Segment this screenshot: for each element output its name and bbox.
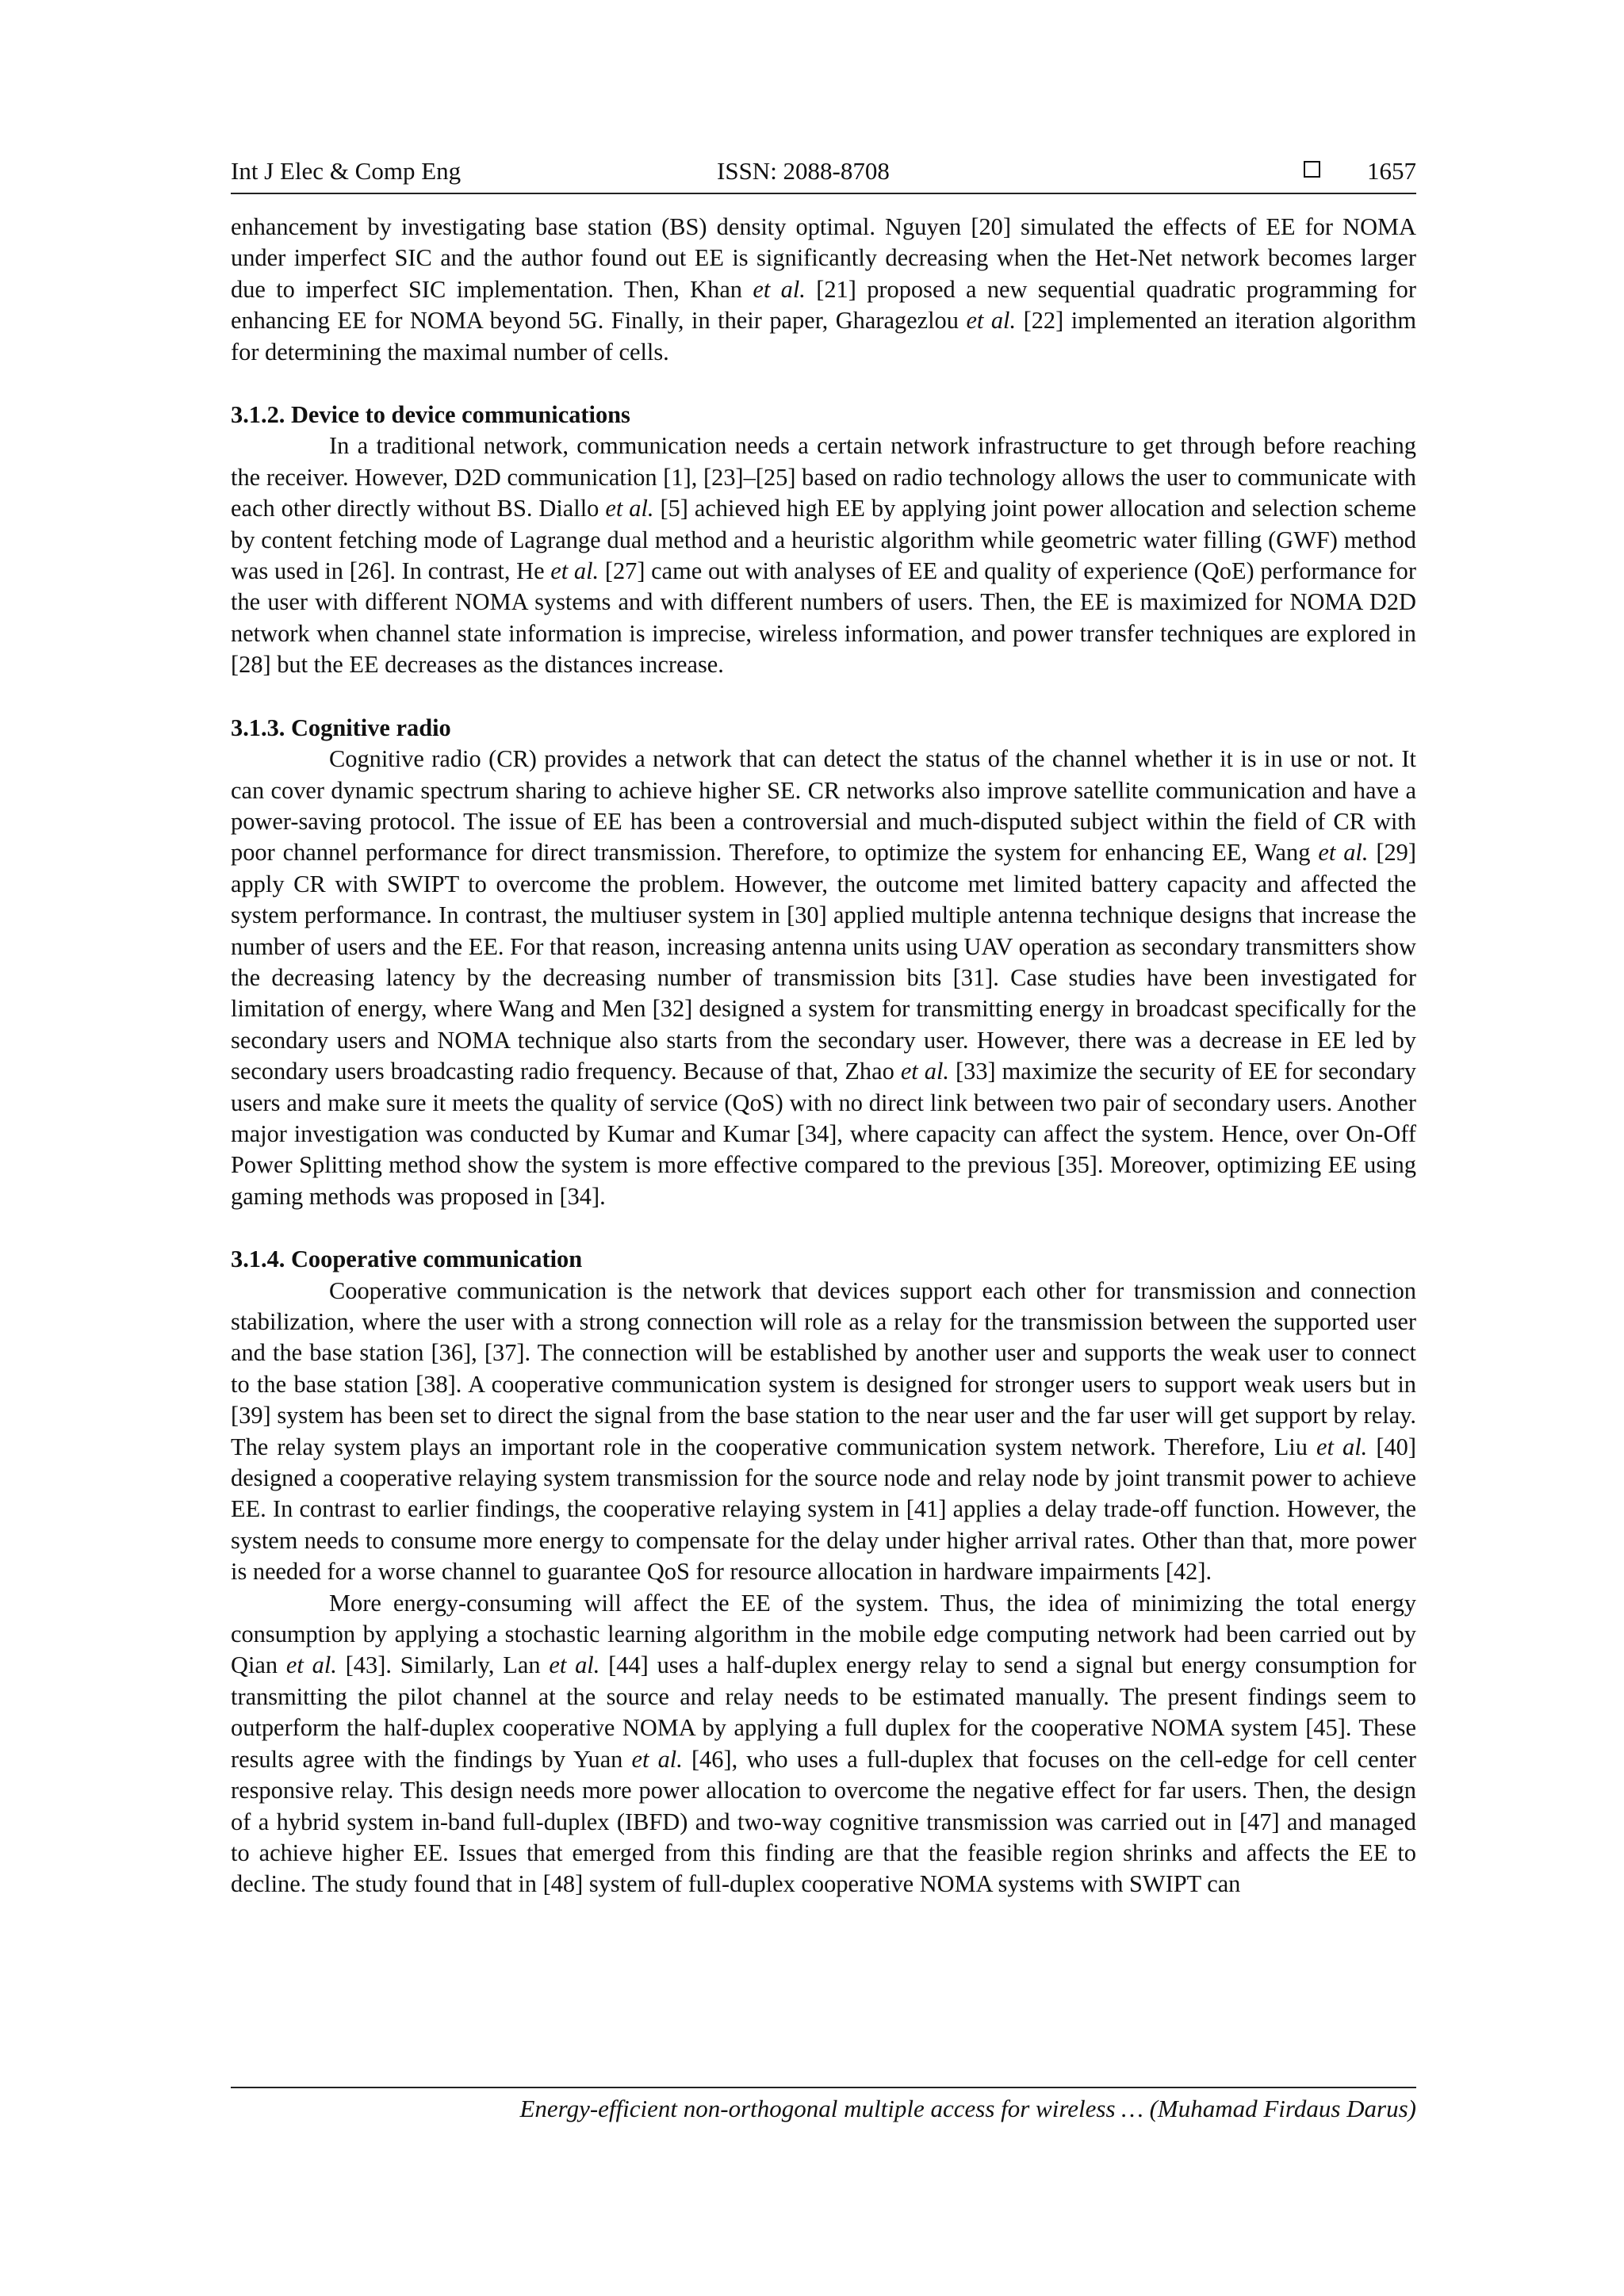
paragraph-cognitive-radio: Cognitive radio (CR) provides a network that can detect the status of the channel whether it is in use or not. It can cover dynamic spectrum sharing to achieve higher SE. CR networks also improve satellite communication and have a power-saving protocol. The issue of EE has been a controversial and much-disputed subject within the field of CR with poor channel performance for direct transmission. Therefore, to optimize the system for enhancing EE, Wang et al. [29] apply CR with SWIPT to overcome the problem. However, the outcome met limited battery capacity and affected the system performance. In contrast, the multiuser system in [30] applied multiple antenna technique designs that increase the number of users and the EE. For that reason, increasing antenna units using UAV operation as secondary transmitters show the decreasing latency by the decreasing number of transmission bits [31]. Case studies have been investigated for limitation of energy, where Wang and Men [32] designed a system for transmitting energy in broadcast specifically for the secondary users and NOMA technique also starts from the secondary user. However, there was a decrease in EE led by secondary users broadcasting radio frequency. Because of that, Zhao et al. [33] maximize the security of EE for secondary users and make sure it meets the quality of service (QoS) with no direct link between two pair of secondary users. Another major investigation was conducted by Kumar and Kumar [34], where capacity can affect the system. Hence, over On-Off Power Splitting method show the system is more effective compared to the previous [35]. Moreover, optimizing EE using gaming methods was proposed in [34]. (231, 745, 1416, 1210)
square-marker-icon (1304, 161, 1320, 178)
continued-paragraph: enhancement by investigating base station (BS) density optimal. Nguyen [20] simulated the effects of EE for NOMA under imperfect SIC and the author found out EE is significantly decreasing when the Het-Net network becomes larger due to imperfect SIC implementation. Then, Khan et al. [21] proposed a new sequential quadratic programming for enhancing EE for NOMA beyond 5G. Finally, in their paper, Gharagezlou et al. [22] implemented an iteration algorithm for determining the maximal number of cells. (231, 213, 1416, 365)
paragraph-cooperative-1: Cooperative communication is the network that devices support each other for transmission and connection stabilization, where the user with a strong connection will role as a relay for the transmission between the supported user and the base station [36], [37]. The connection will be established by another user and supports the weak user to connect to the base station [38]. A cooperative communication system is designed for stronger users to support weak users but in [39] system has been set to direct the signal from the base station to the near user and the far user will get support by relay. The relay system plays an important role in the cooperative communication system network. Therefore, Liu et al. [40] designed a cooperative relaying system transmission for the source node and relay node by joint transmit power to achieve EE. In contrast to earlier findings, the cooperative relaying system in [41] applies a delay trade-off function. However, the system needs to consume more energy to compensate for the delay under higher arrival rates. Other than that, more power is needed for a worse channel to guarantee QoS for resource allocation in hardware impairments [42]. (231, 1276, 1416, 1586)
body-text (231, 212, 1416, 1900)
paragraph-cooperative-2: More energy-consuming will affect the EE of the system. Thus, the idea of minimizing the total energy consumption by applying a stochastic learning algorithm in the mobile edge computing network had been carried out by Qian et al. [43]. Similarly, Lan et al. [44] uses a half-duplex energy relay to send a signal but energy consumption for transmitting the pilot channel at the source and relay needs to be estimated manually. The present findings seem to outperform the half-duplex cooperative NOMA by applying a full duplex for the cooperative NOMA system [45]. These results agree with the findings by Yuan et al. [46], who uses a full-duplex that focuses on the cell-edge for cell center responsive relay. This design needs more power allocation to overcome the negative effect for far users. Then, the design of a hybrid system in-band full-duplex (IBFD) and two-way cognitive transmission was carried out in [47] and managed to achieve higher EE. Issues that emerged from this finding are that the feasible region shrinks and affects the EE to decline. The study found that in [48] system of full-duplex cooperative NOMA systems with SWIPT can (231, 1589, 1416, 1898)
paper-page (231, 0, 1416, 2296)
header-divider (231, 193, 1416, 194)
page-number: 1657 (1367, 157, 1416, 185)
footer-divider (231, 2087, 1416, 2088)
section-heading-3-1-3: 3.1.3. Cognitive radio (231, 714, 451, 741)
issn-number: ISSN: 2088-8708 (717, 157, 890, 185)
section-heading-3-1-2: 3.1.2. Device to device communications (231, 401, 630, 429)
running-footer: Energy-efficient non-orthogonal multiple access for wireless … (Muhamad Firdaus Darus) (519, 2095, 1416, 2122)
section-heading-3-1-4: 3.1.4. Cooperative communication (231, 1246, 583, 1273)
journal-name: Int J Elec & Comp Eng (231, 157, 462, 185)
running-header (231, 155, 1416, 193)
paragraph-d2d: In a traditional network, communication needs a certain network infrastructure to get through before reaching the receiver. However, D2D communication [1], [23]–[25] based on radio technology allows the user to communicate with each other directly without BS. Diallo et al. [5] achieved high EE by applying joint power allocation and selection scheme by content fetching mode of Lagrange dual method and a heuristic algorithm while geometric water filling (GWF) method was used in [26]. In contrast, He et al. [27] came out with analyses of EE and quality of experience (QoE) performance for the user with different NOMA systems and with different numbers of users. Then, the EE is maximized for NOMA D2D network when channel state information is imprecise, wireless information, and power transfer techniques are explored in [28] but the EE decreases as the distances increase. (231, 432, 1416, 679)
